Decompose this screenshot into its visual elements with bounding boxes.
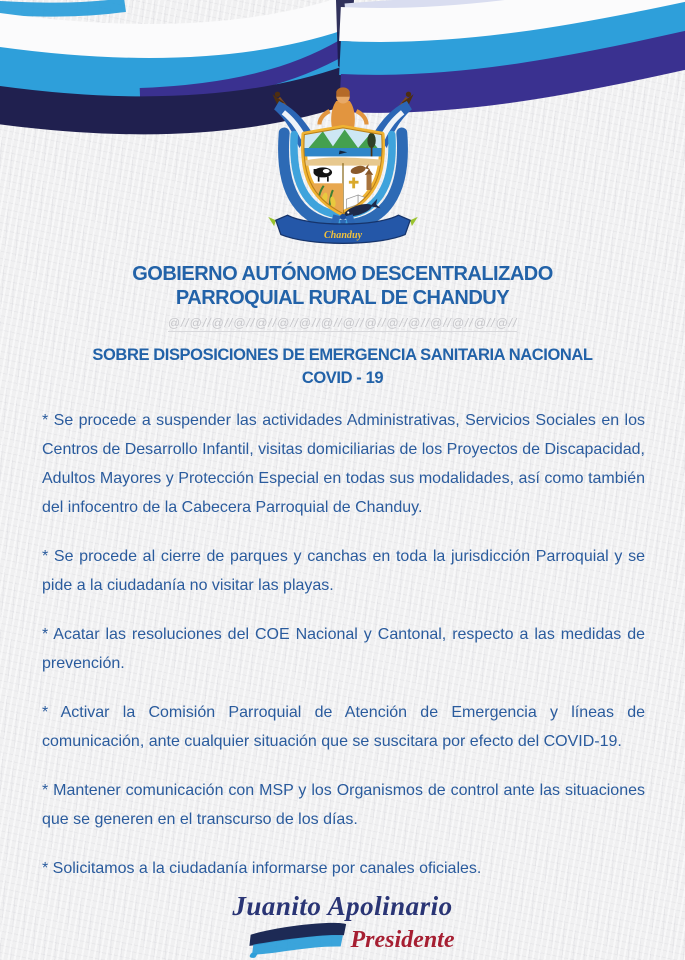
- notice-title-line1: SOBRE DISPOSICIONES DE EMERGENCIA SANITARIA NACIONAL: [92, 346, 593, 364]
- wave-pattern-divider: @//@//@//@//@//@//@//@//@//@//@//@//@//@//@//@//: [167, 316, 518, 330]
- signature-name: Juanito Apolinario: [232, 891, 453, 921]
- bullet-paragraph: * Activar la Comisión Parroquial de Atención de Emergencia y líneas de comunicación, ante cualquier situación que se suscitara por efecto del COVID-19.: [42, 704, 645, 750]
- notice-body: [42, 406, 645, 883]
- brush-stroke-icon: [243, 917, 365, 959]
- signature-title: Presidente: [350, 927, 455, 953]
- coat-of-arms: [259, 84, 427, 254]
- bullet-paragraph: * Mantener comunicación con MSP y los Organismos de control ante las situaciones que se generen en el transcurso de los días.: [42, 782, 645, 828]
- org-name-heading: [0, 262, 685, 310]
- org-name-line1: GOBIERNO AUTÓNOMO DESCENTRALIZADO: [132, 263, 553, 285]
- crest-banner-text: Chanduy: [323, 229, 362, 241]
- bullet-paragraph: * Solicitamos a la ciudadanía informarse por canales oficiales.: [42, 860, 482, 877]
- bullet-paragraph: * Se procede al cierre de parques y canchas en toda la jurisdicción Parroquial y se pide a la ciudadanía no visitar las playas.: [42, 548, 645, 594]
- coat-of-arms-graphic: [259, 84, 427, 249]
- org-name-line2: PARROQUIAL RURAL DE CHANDUY: [175, 287, 510, 309]
- bullet-paragraph: * Se procede a suspender las actividades Administrativas, Servicios Sociales en los Centros de Desarrollo Infantil, visitas domiciliarias de los Proyectos de Discapacidad, Adultos Mayores y Protección Especial en todas sus modalidades, así como también del infocentro de la Cabecera Parroquial de Chanduy.: [42, 412, 645, 516]
- notice-title: [0, 344, 685, 390]
- notice-title-line2: COVID - 19: [301, 369, 384, 387]
- bullet-paragraph: * Acatar las resoluciones del COE Nacional y Cantonal, respecto a las medidas de prevención.: [42, 626, 645, 672]
- signature-block: [193, 891, 493, 960]
